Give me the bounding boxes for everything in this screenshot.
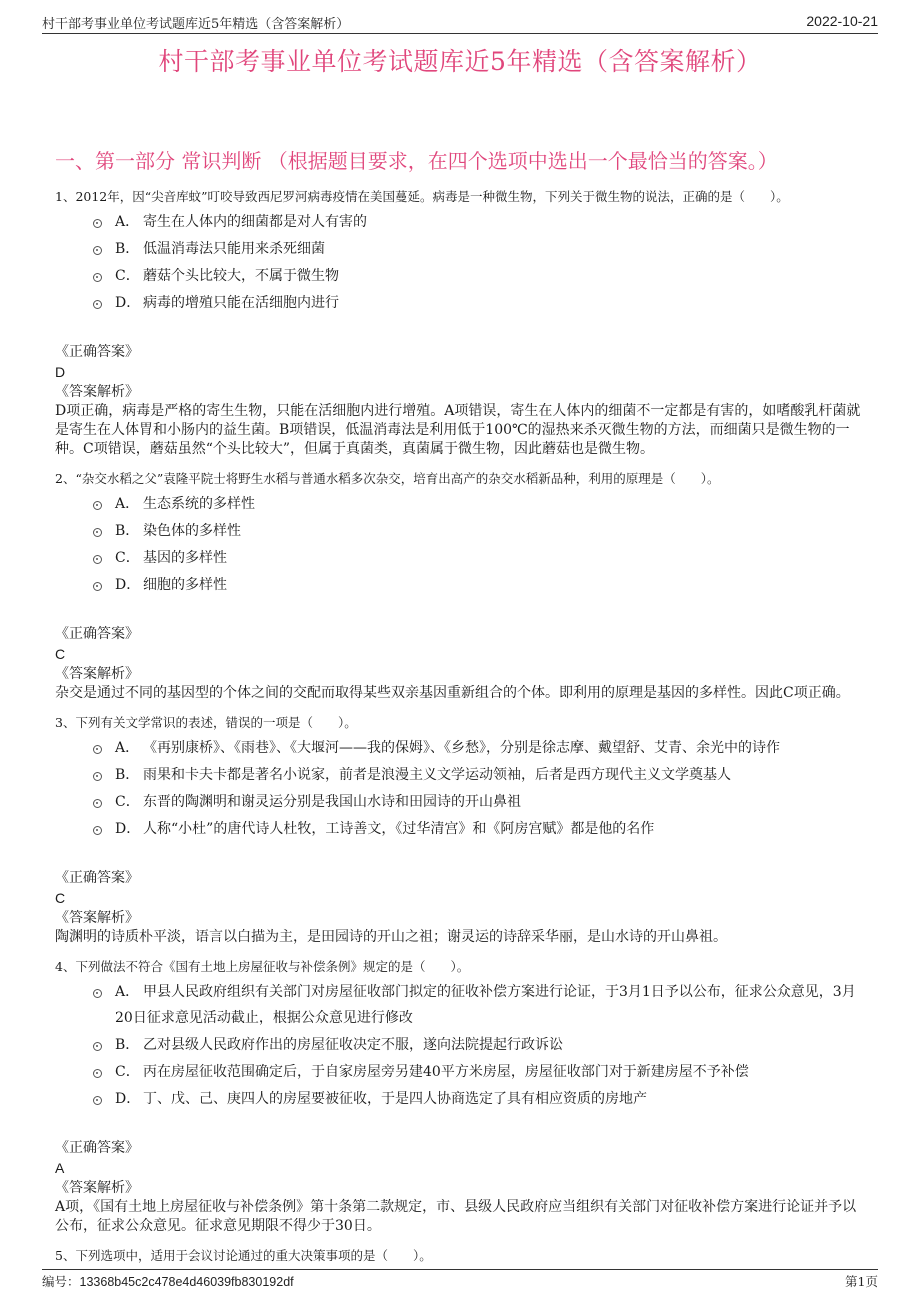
question-stem: 2、“杂交水稻之父”袁隆平院士将野生水稻与普通水稻多次杂交，培育出高产的杂交水稻新品种，利用的原理是（ ）。 xyxy=(55,471,720,486)
radio-icon[interactable] xyxy=(93,1042,102,1051)
radio-icon[interactable] xyxy=(93,826,102,835)
question-3 xyxy=(55,713,865,947)
correct-answer-label: 《正确答案》 xyxy=(55,626,139,642)
analysis-text: 杂交是通过不同的基因型的个体之间的交配而取得某些双亲基因重新组合的个体。即利用的原理是基因的多样性。因此C项正确。 xyxy=(55,685,850,701)
option-a[interactable] xyxy=(93,979,865,1031)
option-d[interactable] xyxy=(93,572,865,598)
option-b[interactable] xyxy=(93,518,865,544)
answer-block xyxy=(55,1138,865,1236)
option-text: 丙在房屋征收范围确定后，于自家房屋旁另建40平方米房屋，房屋征收部门对于新建房屋不予补偿 xyxy=(143,1064,749,1080)
option-text: 丁、戊、己、庚四人的房屋要被征收，于是四人协商选定了具有相应资质的房地产 xyxy=(143,1091,647,1107)
radio-icon[interactable] xyxy=(93,273,102,282)
analysis-label: 《答案解析》 xyxy=(55,384,139,400)
question-4 xyxy=(55,957,865,1236)
correct-answer-value: C xyxy=(55,890,66,906)
header-doc-title: 村干部考事业单位考试题库近5年精选（含答案解析） xyxy=(42,17,350,32)
radio-icon[interactable] xyxy=(93,219,102,228)
question-stem: 1、2012年，因“尖音库蚊”叮咬导致西尼罗河病毒疫情在美国蔓延。病毒是一种微生物，下列关于微生物的说法，正确的是（ ）。 xyxy=(55,189,789,204)
radio-icon[interactable] xyxy=(93,528,102,537)
option-letter: C． xyxy=(115,794,140,810)
analysis-text: D项正确，病毒是严格的寄生生物，只能在活细胞内进行增殖。A项错误，寄生在人体内的细菌不一定都是有害的，如嗜酸乳杆菌就是寄生在人体胃和小肠内的益生菌。B项错误，低温消毒法是利用低于100℃的湿热来杀灭微生物的方法，而细菌只是微生物的一种。C项错误，蘑菇虽然“个头比较大”，但属于真菌类，真菌属于微生物，因此蘑菇也是微生物。 xyxy=(55,403,861,457)
option-text: 低温消毒法只能用来杀死细菌 xyxy=(143,241,325,257)
correct-answer-label: 《正确答案》 xyxy=(55,870,139,886)
analysis-label: 《答案解析》 xyxy=(55,1180,139,1196)
option-b[interactable] xyxy=(93,1032,865,1058)
radio-icon[interactable] xyxy=(93,1069,102,1078)
doc-code-value: 13368b45c2c478e4d46039fb830192df xyxy=(79,1275,294,1289)
question-stem: 4、下列做法不符合《国有土地上房屋征收与补偿条例》规定的是（ ）。 xyxy=(55,959,470,974)
option-c[interactable] xyxy=(93,1059,865,1085)
question-stem: 5、下列选项中，适用于会议讨论通过的重大决策事项的是（ ）。 xyxy=(55,1248,432,1263)
analysis-text: 陶渊明的诗质朴平淡，语言以白描为主，是田园诗的开山之祖；谢灵运的诗辞采华丽，是山水诗的开山鼻祖。 xyxy=(55,929,727,945)
option-letter: C． xyxy=(115,1064,140,1080)
option-a[interactable] xyxy=(93,735,865,761)
option-d[interactable] xyxy=(93,816,865,842)
radio-icon[interactable] xyxy=(93,555,102,564)
answer-block xyxy=(55,342,865,459)
option-text: 人称“小杜”的唐代诗人杜牧，工诗善文，《过华清宫》和《阿房宫赋》都是他的名作 xyxy=(143,821,655,837)
page-title: 村干部考事业单位考试题库近5年精选（含答案解析） xyxy=(158,47,762,76)
analysis-label: 《答案解析》 xyxy=(55,910,139,926)
option-d[interactable] xyxy=(93,1086,865,1112)
answer-block xyxy=(55,624,865,703)
option-text: 甲县人民政府组织有关部门对房屋征收部门拟定的征收补偿方案进行论证，于3月1日予以公布，征求公众意见，3月20日征求意见活动截止，根据公众意见进行修改 xyxy=(115,984,856,1026)
option-list xyxy=(93,491,865,598)
correct-answer-label: 《正确答案》 xyxy=(55,1140,139,1156)
option-b[interactable] xyxy=(93,236,865,262)
option-d[interactable] xyxy=(93,290,865,316)
radio-icon[interactable] xyxy=(93,745,102,754)
correct-answer-value: D xyxy=(55,364,66,380)
option-text: 雨果和卡夫卡都是著名小说家，前者是浪漫主义文学运动领袖，后者是西方现代主义文学奠基人 xyxy=(143,767,731,783)
option-text: 染色体的多样性 xyxy=(143,523,241,539)
radio-icon[interactable] xyxy=(93,1096,102,1105)
question-2 xyxy=(55,469,865,703)
radio-icon[interactable] xyxy=(93,246,102,255)
option-letter: B． xyxy=(115,241,140,257)
doc-code-label: 编号： xyxy=(42,1274,80,1289)
option-c[interactable] xyxy=(93,263,865,289)
question-1 xyxy=(55,187,865,459)
option-text: 东晋的陶渊明和谢灵运分别是我国山水诗和田园诗的开山鼻祖 xyxy=(143,794,521,810)
radio-icon[interactable] xyxy=(93,989,102,998)
option-text: 基因的多样性 xyxy=(143,550,227,566)
correct-answer-label: 《正确答案》 xyxy=(55,344,139,360)
page-number: 第1页 xyxy=(845,1274,878,1289)
correct-answer-value: A xyxy=(55,1160,65,1176)
option-text: 病毒的增殖只能在活细胞内进行 xyxy=(143,295,339,311)
option-letter: A． xyxy=(115,984,140,1000)
option-letter: B． xyxy=(115,767,140,783)
option-list xyxy=(93,735,865,842)
analysis-text: A项，《国有土地上房屋征收与补偿条例》第十条第二款规定，市、县级人民政府应当组织有关部门对征收补偿方案进行论证并予以公布，征求公众意见。征求意见期限不得少于30日。 xyxy=(55,1199,857,1234)
option-letter: D． xyxy=(115,1091,141,1107)
option-a[interactable] xyxy=(93,491,865,517)
option-letter: A． xyxy=(115,496,140,512)
option-a[interactable] xyxy=(93,209,865,235)
header-date: 2022-10-21 xyxy=(806,13,878,29)
question-stem: 3、下列有关文学常识的表述，错误的一项是（ ）。 xyxy=(55,715,357,730)
answer-block xyxy=(55,868,865,947)
option-c[interactable] xyxy=(93,789,865,815)
option-c[interactable] xyxy=(93,545,865,571)
option-list xyxy=(93,979,865,1112)
option-text: 细胞的多样性 xyxy=(143,577,227,593)
option-text: 生态系统的多样性 xyxy=(143,496,255,512)
option-list xyxy=(93,209,865,316)
option-letter: A． xyxy=(115,740,140,756)
question-list xyxy=(55,187,865,1276)
option-letter: A． xyxy=(115,214,140,230)
radio-icon[interactable] xyxy=(93,300,102,309)
radio-icon[interactable] xyxy=(93,501,102,510)
radio-icon[interactable] xyxy=(93,772,102,781)
option-text: 乙对县级人民政府作出的房屋征收决定不服，遂向法院提起行政诉讼 xyxy=(143,1037,563,1053)
option-letter: D． xyxy=(115,821,141,837)
option-letter: C． xyxy=(115,550,140,566)
radio-icon[interactable] xyxy=(93,582,102,591)
section-heading: 一、第一部分 常识判断 （根据题目要求，在四个选项中选出一个最恰当的答案。） xyxy=(55,149,778,173)
option-letter: C． xyxy=(115,268,140,284)
option-letter: B． xyxy=(115,523,140,539)
page-header xyxy=(42,13,878,33)
option-text: 寄生在人体内的细菌都是对人有害的 xyxy=(143,214,367,230)
option-letter: D． xyxy=(115,577,141,593)
analysis-label: 《答案解析》 xyxy=(55,666,139,682)
radio-icon[interactable] xyxy=(93,799,102,808)
option-letter: D． xyxy=(115,295,141,311)
header-divider xyxy=(42,33,878,34)
option-text: 蘑菇个头比较大，不属于微生物 xyxy=(143,268,339,284)
correct-answer-value: C xyxy=(55,646,66,662)
option-letter: B． xyxy=(115,1037,140,1053)
question-5 xyxy=(55,1246,865,1266)
option-b[interactable] xyxy=(93,762,865,788)
option-text: 《再别康桥》、《雨巷》、《大堰河——我的保姆》、《乡愁》，分别是徐志摩、戴望舒、艾青、余光中的诗作 xyxy=(143,740,780,756)
